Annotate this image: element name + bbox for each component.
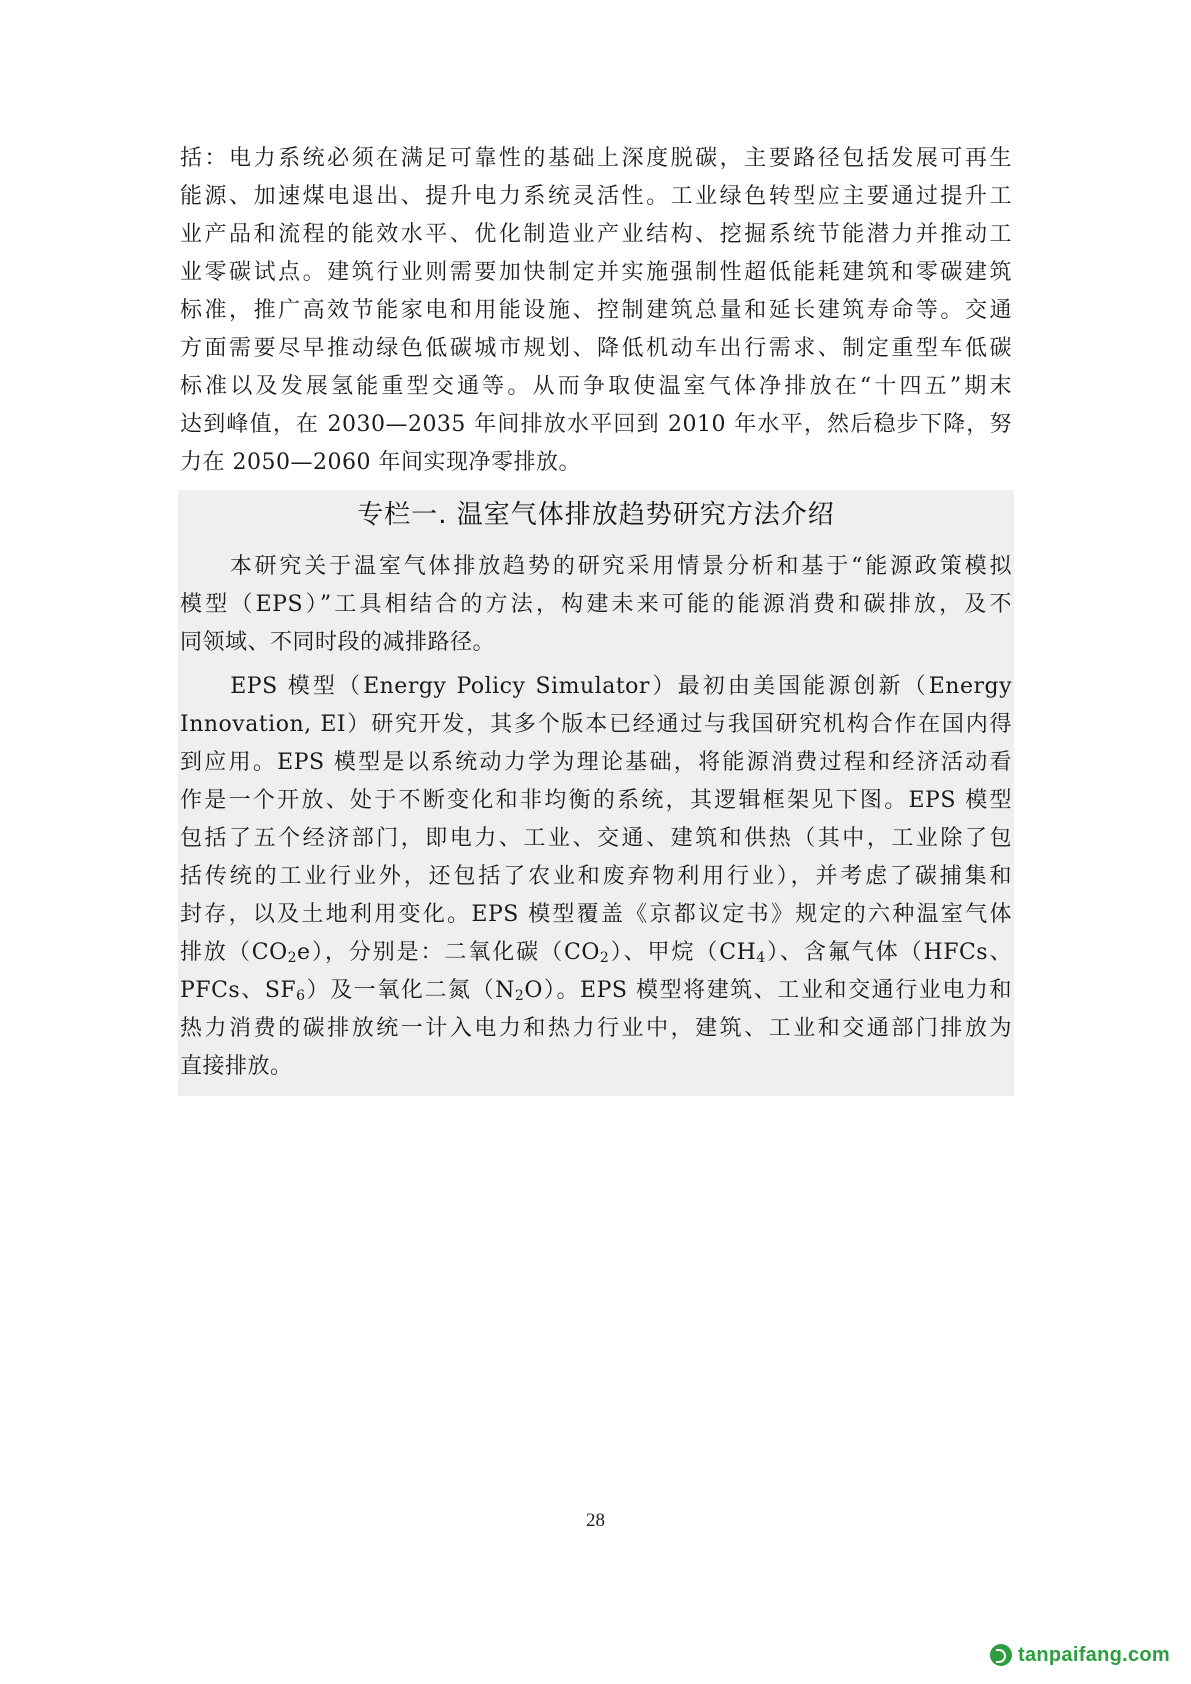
box-line: 模型（EPS）”工具相结合的方法，构建未来可能的能源消费和碳排放，及不 <box>180 592 1012 617</box>
box-line: 括传统的工业行业外，还包括了农业和废弃物利用行业），并考虑了碳捕集和 <box>180 864 1012 889</box>
body-line: 达到峰值，在 2030—2035 年间排放水平回到 2010 年水平，然后稳步下降，努 <box>180 412 1012 437</box>
subscript: 2 <box>514 988 525 1004</box>
body-line: 标准，推广高效节能家电和用能设施、控制建筑总量和延长建筑寿命等。交通 <box>180 298 1012 323</box>
subscript: 4 <box>756 950 766 966</box>
leaf-logo-icon <box>990 1644 1012 1666</box>
subscript: 2 <box>287 950 298 966</box>
box-line: 作是一个开放、处于不断变化和非均衡的系统，其逻辑框架见下图。EPS 模型 <box>180 788 1012 813</box>
watermark-text: tanpaifang.com <box>1018 1643 1170 1666</box>
body-line: 能源、加速煤电退出、提升电力系统灵活性。工业绿色转型应主要通过提升工 <box>180 184 1012 209</box>
box-line: 同领域、不同时段的减排路径。 <box>180 630 496 655</box>
text-fragment: e），分别是：二氧化碳（CO <box>297 940 600 965</box>
box-line: 封存，以及土地利用变化。EPS 模型覆盖《京都议定书》规定的六种温室气体 <box>180 902 1012 927</box>
box-line-gases <box>180 972 1012 1010</box>
text-fragment: ）、甲烷（CH <box>609 940 757 965</box>
subscript: 2 <box>599 950 610 966</box>
box-line: Innovation, EI）研究开发，其多个版本已经通过与我国研究机构合作在国内得 <box>180 712 1012 737</box>
box-title: 专栏一. 温室气体排放趋势研究方法介绍 <box>357 500 835 530</box>
body-line: 括：电力系统必须在满足可靠性的基础上深度脱碳，主要路径包括发展可再生 <box>180 146 1012 171</box>
body-line: 方面需要尽早推动绿色低碳城市规划、降低机动车出行需求、制定重型车低碳 <box>180 336 1012 361</box>
body-paragraph <box>180 140 1012 482</box>
body-line: 力在 2050—2060 年间实现净零排放。 <box>180 450 581 475</box>
box-line: 包括了五个经济部门，即电力、工业、交通、建筑和供热（其中，工业除了包 <box>180 826 1012 851</box>
body-line: 业产品和流程的能效水平、优化制造业产业结构、挖掘系统节能潜力并推动工 <box>180 222 1012 247</box>
text-fragment: ）、含氟气体（HFCs、 <box>765 940 1013 965</box>
box-line: 本研究关于温室气体排放趋势的研究采用情景分析和基于“能源政策模拟 <box>180 554 1012 579</box>
body-line: 业零碳试点。建筑行业则需要加快制定并实施强制性超低能耗建筑和零碳建筑 <box>180 260 1012 285</box>
text-fragment: O）。EPS 模型将建筑、工业和交通行业电力和 <box>524 978 1012 1003</box>
box-paragraph-1 <box>180 548 1012 662</box>
box-line-gases <box>180 934 1012 972</box>
page-number: 28 <box>586 1510 605 1531</box>
box-line: 直接排放。 <box>180 1054 293 1079</box>
watermark[interactable] <box>990 1640 1170 1670</box>
body-line: 标准以及发展氢能重型交通等。从而争取使温室气体净排放在“十四五”期末 <box>180 374 1012 399</box>
box-line: 到应用。EPS 模型是以系统动力学为理论基础，将能源消费过程和经济活动看 <box>180 750 1012 775</box>
box-line: 热力消费的碳排放统一计入电力和热力行业中，建筑、工业和交通部门排放为 <box>180 1016 1012 1041</box>
box-paragraph-2 <box>180 668 1012 1086</box>
text-fragment: ）及一氧化二氮（N <box>305 978 515 1003</box>
subscript: 6 <box>296 988 306 1004</box>
text-fragment: PFCs、SF <box>180 978 297 1003</box>
sidebar-box <box>178 490 1014 1096</box>
text-fragment: 排放（CO <box>180 940 288 965</box>
box-line: EPS 模型（Energy Policy Simulator）最初由美国能源创新（Energy <box>180 674 1012 699</box>
